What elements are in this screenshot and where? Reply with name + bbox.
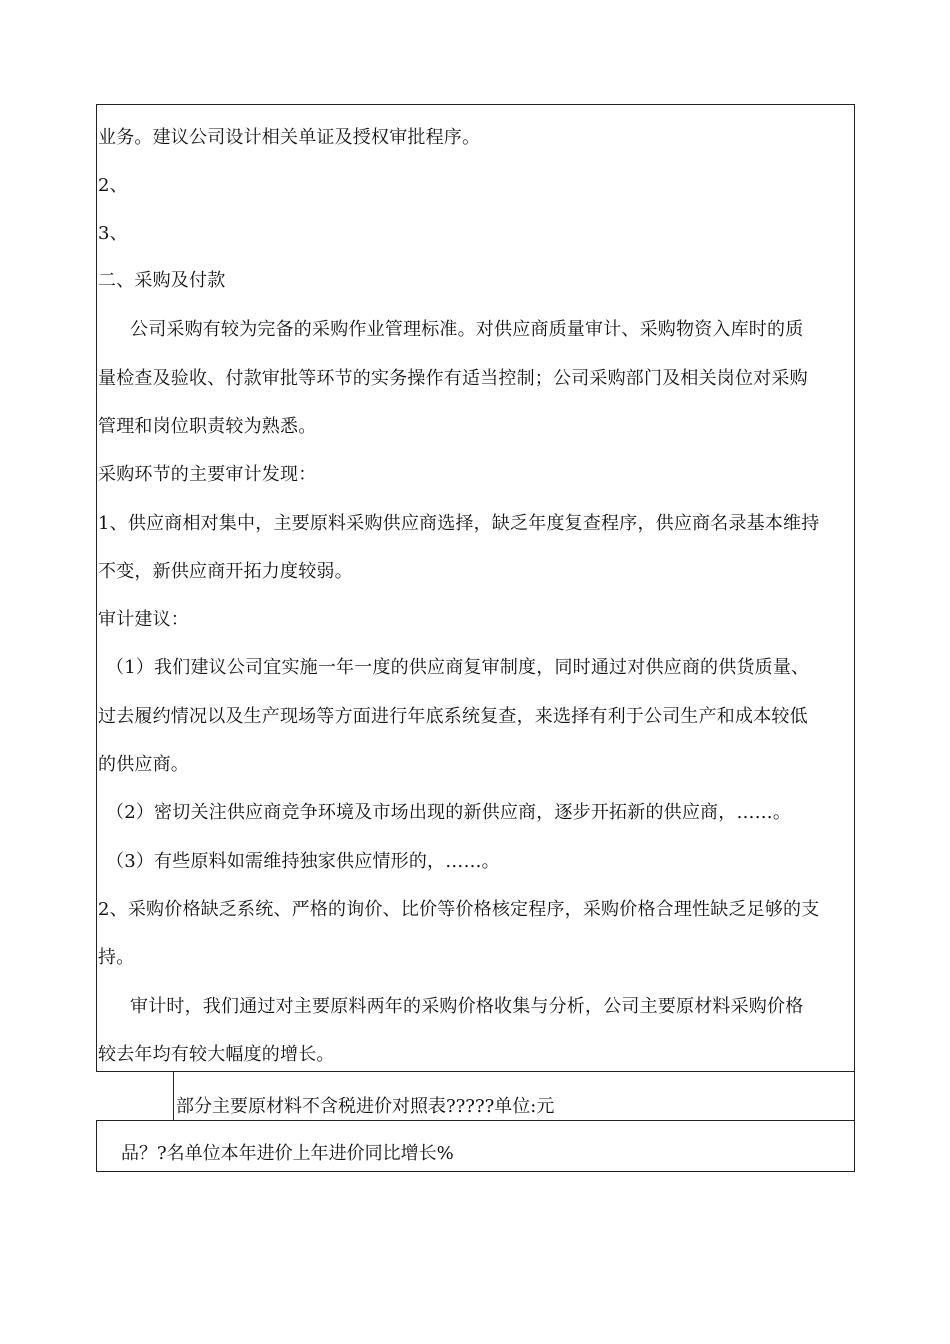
suggestion-3: （3）有些原料如需维持独家供应情形的，……。: [106, 851, 500, 872]
section-heading: 二、采购及付款: [98, 270, 226, 291]
finding-item-1-cont: 不变，新供应商开拓力度较弱。: [98, 561, 353, 582]
finding-item-2: 2、采购价格缺乏系统、严格的询价、比价等价格核定程序，采购价格合理性缺乏足够的支: [98, 899, 820, 920]
document-frame: [96, 104, 855, 1072]
audit-paragraph-cont: 较去年均有较大幅度的增长。: [98, 1044, 335, 1065]
paragraph-line: 公司采购有较为完备的采购作业管理标准。对供应商质量审计、采购物资入库时的质: [130, 319, 804, 340]
price-comparison-table: [96, 1071, 855, 1172]
table-header: 品？?名单位本年进价上年进价同比增长%: [121, 1143, 454, 1164]
table-left-gap: [96, 1071, 174, 1121]
suggestion-heading: 审计建议：: [98, 609, 189, 630]
suggestion-1-cont: 过去履约情况以及生产现场等方面进行年底系统复查，来选择有利于公司生产和成本较低: [98, 706, 808, 727]
paragraph-line: 管理和岗位职责较为熟悉。: [98, 416, 317, 437]
text-line-3: 3、: [98, 223, 128, 244]
suggestion-2: （2）密切关注供应商竞争环境及市场出现的新供应商，逐步开拓新的供应商，……。: [106, 802, 792, 823]
finding-item-2-cont: 持。: [98, 947, 135, 968]
table-caption-row: [173, 1071, 855, 1121]
table-caption: 部分主要原材料不含税进价对照表?????单位:元: [176, 1096, 555, 1117]
audit-paragraph: 审计时，我们通过对主要原料两年的采购价格收集与分析，公司主要原材料采购价格: [130, 996, 804, 1017]
paragraph-line: 量检查及验收、付款审批等环节的实务操作有适当控制；公司采购部门及相关岗位对采购: [98, 368, 808, 389]
suggestion-1: （1）我们建议公司宜实施一年一度的供应商复审制度，同时通过对供应商的供货质量、: [106, 657, 810, 678]
text-line-2: 2、: [98, 175, 128, 196]
table-header-row: [96, 1120, 855, 1172]
finding-item-1: 1、供应商相对集中，主要原料采购供应商选择，缺乏年度复查程序，供应商名录基本维持: [98, 513, 820, 534]
finding-heading: 采购环节的主要审计发现：: [98, 464, 317, 485]
text-line-1: 业务。建议公司设计相关单证及授权审批程序。: [98, 127, 481, 148]
suggestion-1-cont: 的供应商。: [98, 754, 189, 775]
